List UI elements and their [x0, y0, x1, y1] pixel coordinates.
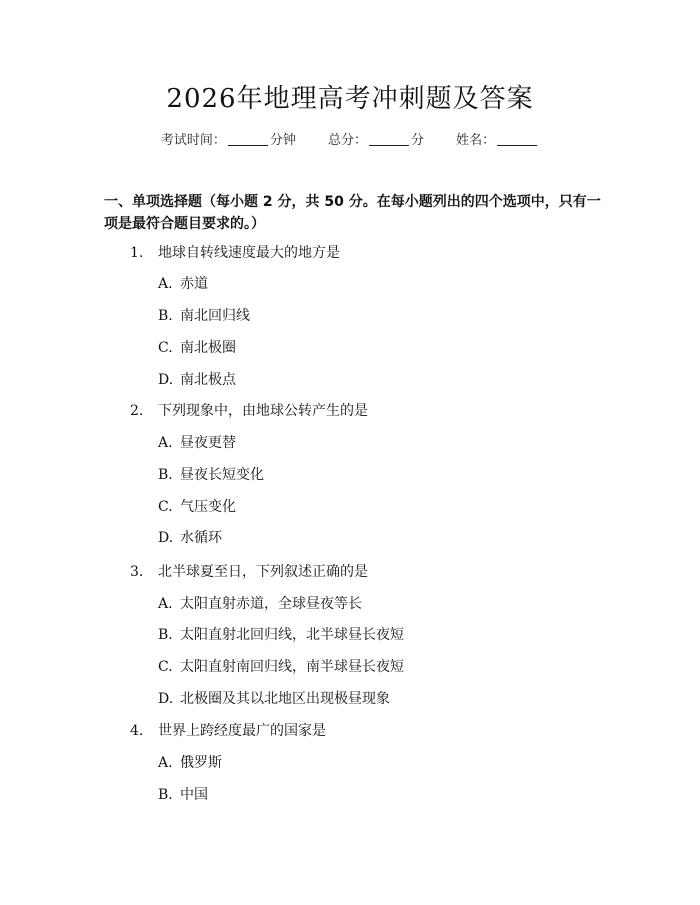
score-blank [369, 133, 409, 146]
option-1b [158, 306, 250, 326]
option-text: 北极圈及其以北地区出现极昼现象 [180, 691, 390, 707]
option-text: 俄罗斯 [180, 755, 222, 771]
name-blank [497, 133, 537, 146]
option-3c [158, 657, 404, 677]
time-blank [228, 133, 268, 146]
option-1c [158, 338, 236, 358]
option-letter: B. [158, 467, 173, 483]
option-letter: D. [158, 372, 174, 388]
option-letter: A. [158, 755, 173, 771]
time-label: 考试时间： [160, 133, 226, 148]
question-number: 2. [130, 403, 144, 419]
option-text: 昼夜长短变化 [180, 467, 264, 483]
option-letter: D. [158, 691, 174, 707]
question-text: 下列现象中，由地球公转产生的是 [158, 403, 368, 419]
option-2d [158, 528, 222, 548]
option-3a [158, 594, 362, 614]
section-heading: 一、单项选择题（每小题 2 分，共 50 分。在每小题列出的四个选项中，只有一项是最符合题目要求的。） [104, 194, 601, 232]
option-text: 南北极圈 [180, 340, 236, 356]
option-2c [158, 497, 236, 517]
question-number: 3. [130, 564, 144, 580]
total-score [328, 131, 424, 151]
question-4 [130, 721, 326, 741]
option-letter: A. [158, 435, 173, 451]
option-text: 太阳直射赤道，全球昼夜等长 [180, 596, 362, 612]
question-number: 1. [130, 245, 144, 261]
option-letter: B. [158, 787, 173, 803]
time-unit: 分钟 [269, 133, 296, 148]
option-letter: C. [158, 340, 173, 356]
question-3 [130, 562, 368, 582]
option-2a [158, 433, 236, 453]
option-letter: A. [158, 276, 173, 292]
option-letter: C. [158, 659, 173, 675]
option-letter: D. [158, 530, 174, 546]
option-letter: B. [158, 627, 173, 643]
score-unit: 分 [411, 133, 425, 148]
option-1a [158, 274, 208, 294]
option-letter: B. [158, 308, 173, 324]
option-text: 南北极点 [180, 372, 236, 388]
question-2 [130, 401, 368, 421]
question-number: 4. [130, 723, 144, 739]
question-text: 北半球夏至日，下列叙述正确的是 [158, 564, 368, 580]
option-4b [158, 785, 208, 805]
name-label: 姓名： [456, 133, 496, 148]
score-label: 总分： [327, 133, 367, 148]
option-text: 南北回归线 [180, 308, 250, 324]
exam-meta [0, 131, 700, 151]
question-text: 世界上跨经度最广的国家是 [158, 723, 326, 739]
option-2b [158, 465, 264, 485]
option-text: 中国 [180, 787, 208, 803]
option-letter: C. [158, 499, 173, 515]
option-3b [158, 625, 404, 645]
question-1 [130, 243, 340, 263]
option-text: 太阳直射南回归线，南半球昼长夜短 [180, 659, 404, 675]
page-title: 2026年地理高考冲刺题及答案 [166, 84, 534, 114]
option-text: 气压变化 [180, 499, 236, 515]
option-text: 太阳直射北回归线，北半球昼长夜短 [180, 627, 404, 643]
option-1d [158, 370, 236, 390]
option-3d [158, 689, 390, 709]
exam-time [161, 131, 296, 151]
option-letter: A. [158, 596, 173, 612]
question-text: 地球自转线速度最大的地方是 [158, 245, 340, 261]
option-text: 水循环 [180, 530, 222, 546]
option-4a [158, 753, 222, 773]
option-text: 昼夜更替 [180, 435, 236, 451]
student-name [456, 131, 539, 151]
option-text: 赤道 [180, 276, 208, 292]
